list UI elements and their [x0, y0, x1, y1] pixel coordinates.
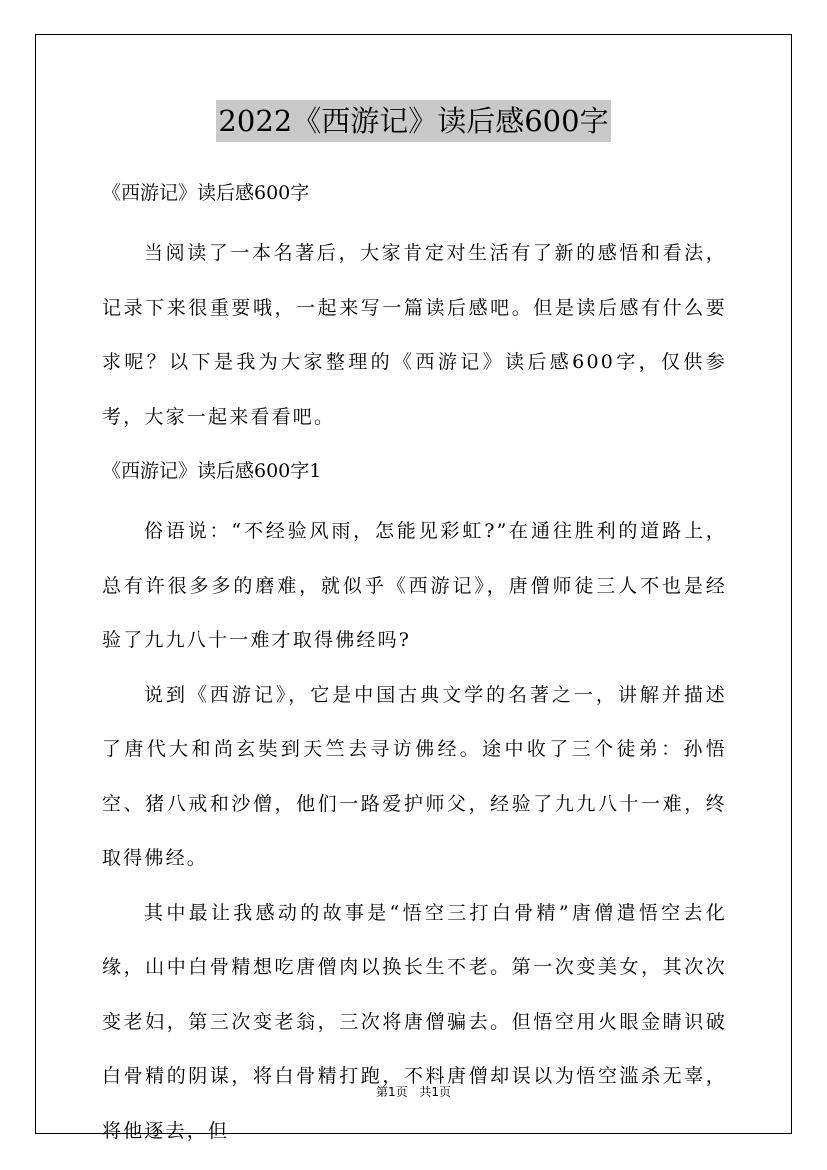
- paragraph: 说到《西游记》，它是中国古典文学的名著之一，讲解并描述了唐代大和尚玄奘到天竺去寻访佛经。途中收了三个徒弟：孙悟空、猪八戒和沙僧，他们一路爱护师父，经验了九九八十一难，终取得佛经。: [102, 683, 727, 869]
- page-footer: [0, 1083, 827, 1100]
- title-area: [0, 100, 827, 142]
- paragraph: 其中最让我感动的故事是“悟空三打白骨精”唐僧遣悟空去化缘，山中白骨精想吃唐僧肉以换长生不老。第一次变美女，其次次变老妇，第三次变老翁，三次将唐僧骗去。但悟空用火眼金睛识破白骨精的阴谋，将白骨精打跑，不料唐僧却误以为悟空滥杀无辜，将他逐去，但: [102, 901, 727, 1142]
- page-total: 共1页: [419, 1085, 452, 1099]
- paragraph: 俗语说：“不经验风雨，怎能见彩虹?”在通往胜利的道路上，总有许很多多的磨难，就似乎《西游记》，唐僧师徒三人不也是经验了九九八十一难才取得佛经吗?: [102, 520, 727, 651]
- section-heading: 《西游记》读后感600字: [102, 182, 310, 204]
- page-number: 第1页: [375, 1085, 408, 1099]
- section-heading: 《西游记》读后感600字1: [102, 460, 322, 482]
- document-body: [102, 174, 727, 1158]
- paragraph: 当阅读了一本名著后，大家肯定对生活有了新的感悟和看法，记录下来很重要哦，一起来写一篇读后感吧。但是读后感有什么要求呢？以下是我为大家整理的《西游记》读后感600字，仅供参考，大家一起来看看吧。: [102, 242, 727, 428]
- document-title: 2022《西游记》读后感600字: [216, 100, 610, 142]
